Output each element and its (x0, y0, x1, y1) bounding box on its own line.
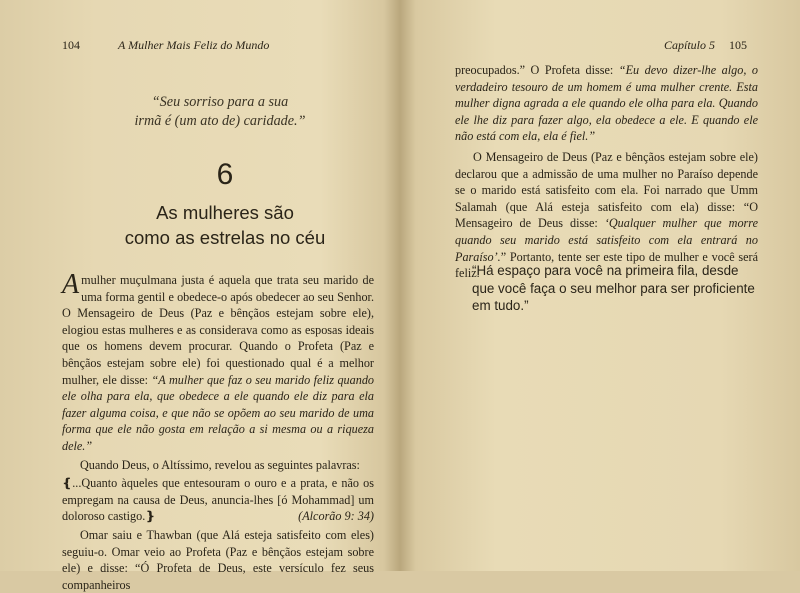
paragraph-1: A mulher muçulmana justa é aquela que trata seu marido de uma forma gentil e obedece-o após obedecer ao seu Senhor. O Mensageiro de Deus (Paz e bênçãos estejam sobre ele), elogiou estas mulheres e as considerava como as esposas ideais que os homens devem procurar. Quando o Profeta (Paz e bênçãos estejam sobre ele) foi questionado qual é a melhor mulher, ele disse: “A mulher que faz o seu marido feliz quando ele olha para ela, que obedece a ele quando ele diz para ela fazer alguma coisa, e que não se opõem ao seu marido de uma forma que ele não gosta em relação a si mesma ou a riqueza dele.” (62, 269, 375, 453)
chapter-number: 6 (216, 158, 234, 191)
left-page-number: 104 (62, 38, 80, 52)
pull-quote: “Há espaço para você na primeira fila, desde que você faça o seu melhor para ser proficiente em tudo.” (472, 263, 755, 313)
epigraph-line-2: irmã é (um ato de) caridade.” (134, 113, 306, 129)
paragraph-2: Quando Deus, o Altíssimo, revelou as seguintes palavras: (80, 457, 360, 472)
right-page-number: 105 (729, 38, 747, 52)
epigraph (100, 93, 340, 131)
chapter-label: Capítulo 5 (664, 38, 716, 52)
quote-open-bracket: ❴ (62, 476, 73, 491)
quran-reference: (Alcorão 9: 34) (298, 509, 374, 524)
right-paragraph-2: O Mensageiro de Deus (Paz e bênçãos estejam sobre ele) declarou que a admissão de uma mulher no Paraíso depende se o marido está satisfeito com ela. Foi narrado que Umm Salamah (que Alá esteja satisfeito com ela) disse: “O Mensageiro de Deus disse: ‘Qualquer mulher que morre quando seu marido está satisfeito com ela entrará no Paraíso’.” Portanto, tente ser este tipo de mulher e você será feliz. (455, 149, 758, 281)
chapter-title (110, 200, 340, 250)
quote-close-bracket: ❵ (145, 509, 156, 524)
running-head: A Mulher Mais Feliz do Mundo (118, 38, 270, 52)
drop-cap: A (62, 269, 80, 300)
chapter-title-line-2: como as estrelas no céu (124, 227, 326, 248)
paragraph-4: Omar saiu e Thawban (que Alá esteja satisfeito com eles) seguiu-o. Omar veio ao Profeta (Paz e bênçãos estejam sobre ele) e disse: “Ó Profeta de Deus, este versículo fez seus companheiros (62, 527, 374, 592)
right-page-body (455, 62, 758, 282)
quran-quote: ❴...Quanto àqueles que entesouram o ouro e a prata, e não os empregam na causa de Deus, anunciа-lhes [ó Mohammad] um doloroso castigo.❵ (Alcorão 9: 34) (62, 476, 374, 524)
right-paragraph-1: preocupados.” O Profeta disse: “Eu devo dizer-lhe algo, o verdadeiro tesouro de um homem é uma mulher crente. Esta mulher digna agrada a ele quando ele olha para ela. Quando ele lhe diz para fazer algo, ela obedece a ele. E quando ele não está com ela, ela é fiel.” (455, 63, 758, 144)
chapter-title-line-1: As mulheres são (156, 202, 294, 223)
left-page-body (62, 269, 375, 593)
epigraph-line-1: “Seu sorriso para a sua (151, 94, 289, 110)
left-page (0, 0, 398, 592)
